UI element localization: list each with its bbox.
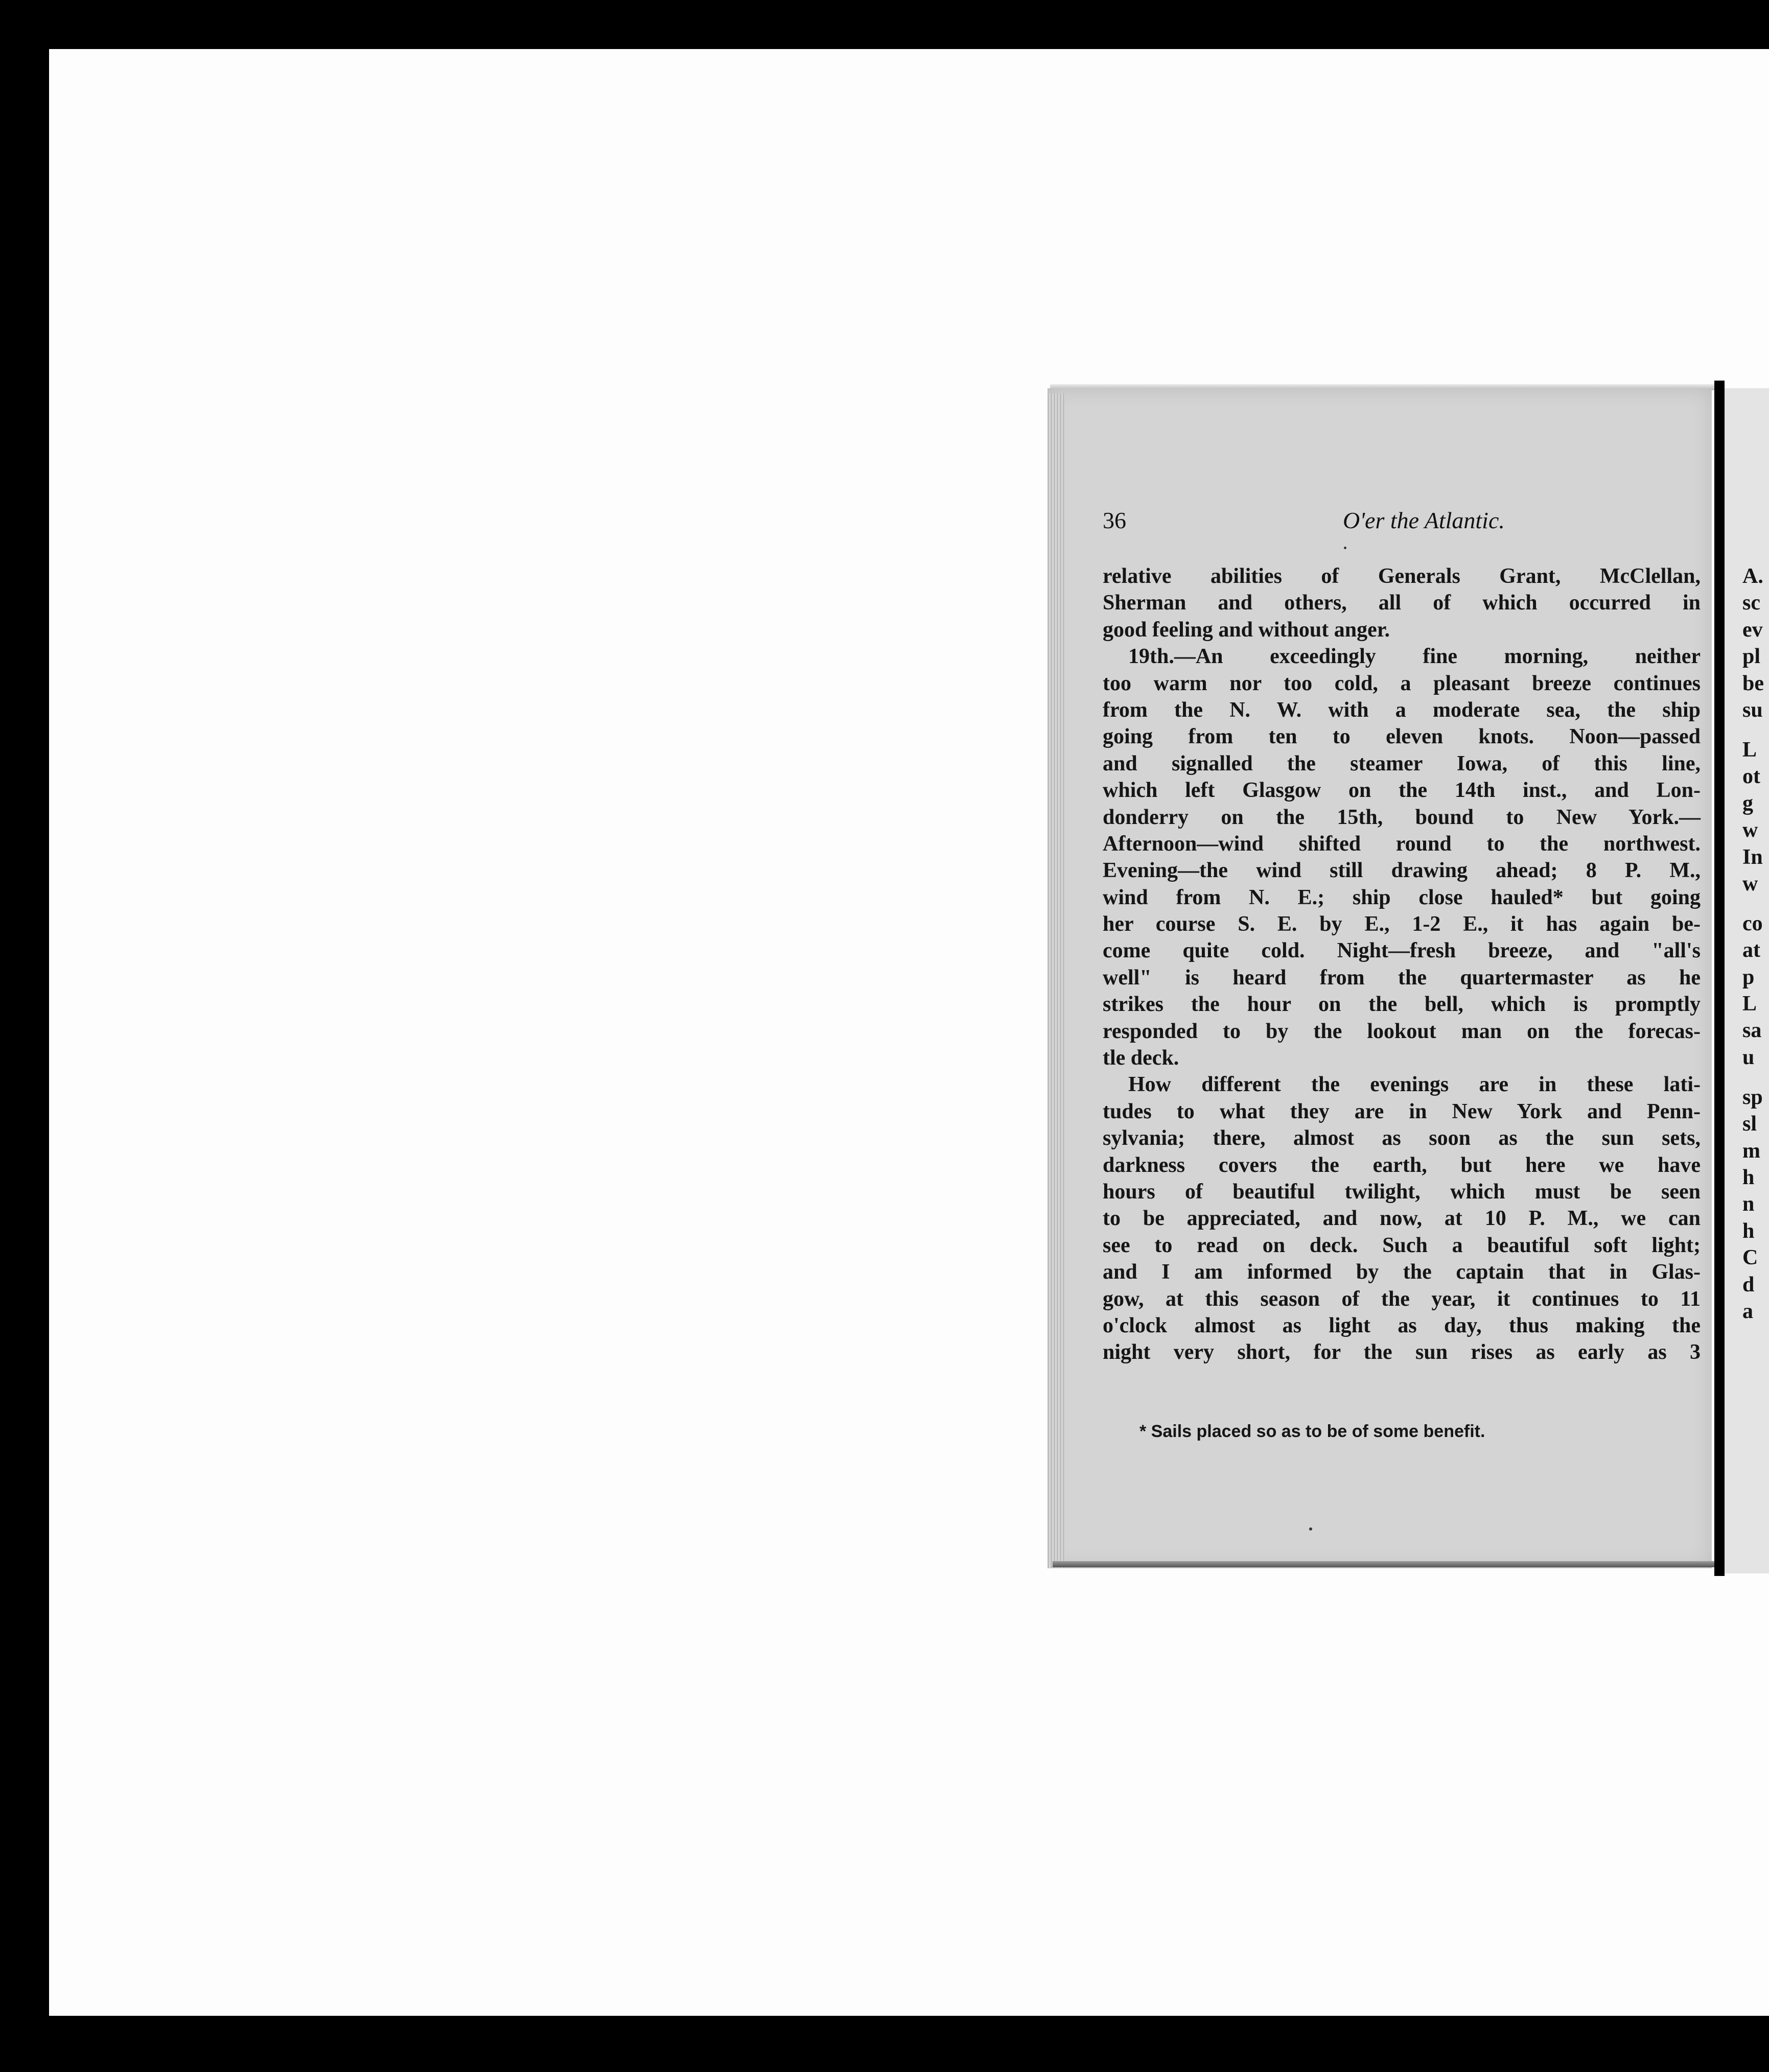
facing-text-fragment: su [1742,698,1763,722]
text-line: see to read on deck. Such a beautiful soft light; [1103,1233,1701,1257]
text-line: hours of beautiful twilight, which must be seen [1103,1180,1701,1204]
facing-text-fragment: at [1742,938,1760,962]
facing-text-fragment: n [1742,1192,1755,1216]
text-line: relative abilities of Generals Grant, McClellan, [1103,564,1701,588]
text-line: gow, at this season of the year, it continues to 11 [1103,1287,1701,1311]
text-line: sylvania; there, almost as soon as the sun sets, [1103,1126,1701,1150]
text-line: tudes to what they are in New York and Penn- [1103,1099,1701,1123]
text-line: come quite cold. Night—fresh breeze, and "all's [1103,939,1701,963]
book-gutter [1714,381,1725,1576]
running-head [1103,507,1701,537]
facing-text-fragment: h [1742,1219,1755,1243]
text-line: Afternoon—wind shifted round to the northwest. [1103,832,1701,856]
facing-text-fragment: be [1742,671,1764,695]
text-line: and I am informed by the captain that in Glas- [1103,1260,1701,1284]
text-line: going from ten to eleven knots. Noon—passed [1103,725,1701,749]
text-line: How different the evenings are in these lati- [1128,1073,1701,1097]
text-line: Evening—the wind still drawing ahead; 8 P. M., [1103,859,1701,883]
text-line: o'clock almost as light as day, thus making the [1103,1313,1701,1337]
facing-text-fragment: pl [1742,645,1761,669]
footnote: * Sails placed so as to be of some benefit. [1139,1422,1485,1441]
facing-text-fragment: w [1742,818,1758,842]
page-bottom-edge [1053,1561,1717,1567]
facing-text-fragment: d [1742,1273,1755,1297]
text-line: tle deck. [1103,1046,1179,1070]
text-line: her course S. E. by E., 1-2 E., it has again be- [1103,912,1701,936]
body-text [1103,563,1701,1366]
text-line: to be appreciated, and now, at 10 P. M., we can [1103,1207,1701,1231]
scan-speck [148,2017,154,2024]
facing-text-fragment: p [1742,965,1755,989]
text-line: Sherman and others, all of which occurred in [1103,591,1701,615]
facing-text-fragment: u [1742,1045,1755,1069]
text-line: and signalled the steamer Iowa, of this line, [1103,751,1701,775]
facing-text-fragment: sc [1742,591,1760,615]
facing-text-fragment: g [1742,791,1753,815]
text-line: darkness covers the earth, but here we have [1103,1153,1701,1177]
facing-text-fragment: m [1742,1139,1760,1163]
facing-text-fragment: L [1742,992,1757,1016]
facing-text-fragment: A. [1742,564,1763,588]
scan-speck [1344,547,1346,549]
scan-speck [1309,1527,1312,1531]
facing-text-fragment: ev [1742,618,1763,642]
facing-text-fragment: ot [1742,765,1760,789]
text-line: night very short, for the sun rises as early as 3 [1103,1340,1701,1364]
text-line: good feeling and without anger. [1103,618,1390,642]
facing-text-fragment: sa [1742,1019,1762,1043]
text-line: too warm nor too cold, a pleasant breeze continues [1103,671,1701,695]
page-number: 36 [1103,507,1126,533]
facing-page-text [1742,563,1769,1325]
facing-text-fragment: sp [1742,1085,1763,1109]
facing-text-fragment: L [1742,738,1757,762]
scan-speck [485,0,516,6]
text-line: well" is heard from the quartermaster as he [1103,966,1701,990]
text-line: from the N. W. with a moderate sea, the ship [1103,698,1701,722]
text-line: donderry on the 15th, bound to New York.— [1103,805,1701,829]
facing-text-fragment: co [1742,911,1763,935]
text-line: strikes the hour on the bell, which is promptly [1103,993,1701,1017]
text-line: responded to by the lookout man on the forecas- [1103,1019,1701,1043]
page-stack-edge [1048,393,1065,1568]
text-line: wind from N. E.; ship close hauled* but going [1103,885,1701,909]
facing-text-fragment: h [1742,1166,1755,1190]
running-title: O'er the Atlantic. [1343,507,1505,533]
text-line: 19th.—An exceedingly fine morning, neither [1128,645,1701,669]
text-line: which left Glasgow on the 14th inst., and Lon- [1103,779,1701,803]
facing-text-fragment: C [1742,1246,1758,1270]
facing-text-fragment: a [1742,1299,1753,1323]
facing-text-fragment: w [1742,872,1758,896]
facing-text-fragment: In [1742,845,1763,869]
facing-text-fragment: sl [1742,1112,1757,1136]
